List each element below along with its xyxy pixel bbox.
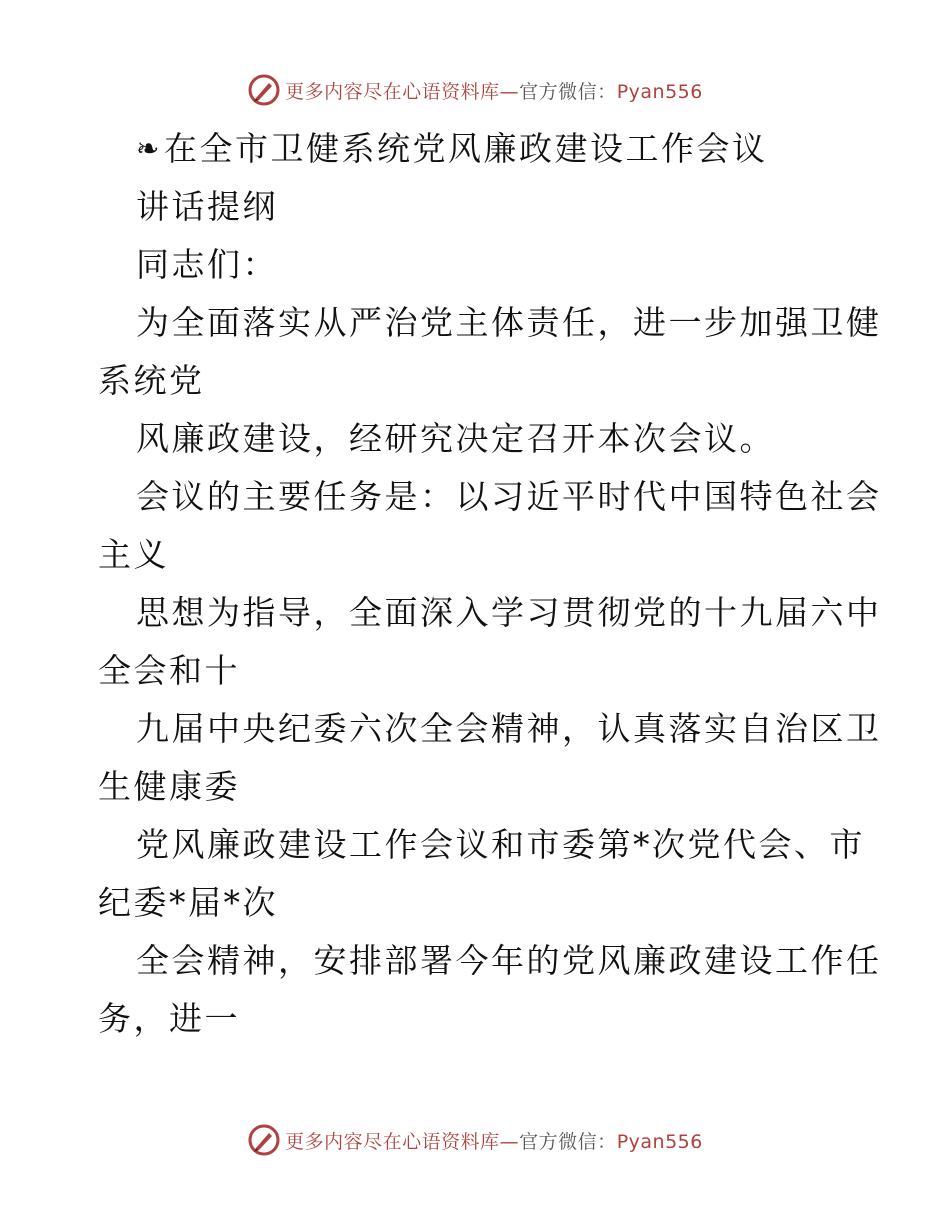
line-text: 主义	[98, 535, 169, 574]
flourish-icon: ❧	[136, 132, 162, 165]
line-text: 风廉政建设，经研究决定召开本次会议。	[136, 419, 775, 458]
text-line	[98, 758, 858, 816]
line-text: 讲话提纲	[136, 187, 278, 226]
banner-wechat-label: 官方微信：	[519, 1130, 617, 1153]
line-text: 同志们：	[136, 245, 278, 284]
text-line	[98, 816, 865, 874]
text-line	[98, 584, 882, 642]
text-line	[98, 352, 858, 410]
text-line	[98, 700, 882, 758]
text-line	[98, 294, 882, 352]
banner-dash: —	[499, 80, 520, 103]
banner-text	[285, 77, 703, 104]
text-line	[98, 468, 882, 526]
text-line	[98, 990, 858, 1048]
line-text: 九届中央纪委六次全会精神，认真落实自治区卫	[136, 709, 882, 748]
document-body	[98, 120, 882, 1048]
banner-text	[285, 1127, 703, 1154]
line-text: 全会精神，安排部署今年的党风廉政建设工作任	[136, 941, 882, 980]
banner-wechat-id: Pyan556	[616, 1130, 703, 1153]
text-line	[98, 178, 858, 236]
line-text: 会议的主要任务是：以习近平时代中国特色社会	[136, 477, 882, 516]
banner-main-text: 更多内容尽在心语资料库	[285, 80, 500, 103]
line-text: 务，进一	[98, 999, 240, 1038]
banner-wechat-label: 官方微信：	[519, 80, 617, 103]
text-line	[98, 642, 858, 700]
text-line	[98, 236, 858, 294]
footer-banner	[0, 1120, 950, 1160]
line-text: 纪委*届*次	[98, 883, 278, 922]
line-text: 为全面落实从严治党主体责任，进一步加强卫健	[136, 303, 882, 342]
pen-logo-icon	[247, 1123, 281, 1157]
line-text: 全会和十	[98, 651, 240, 690]
text-line	[98, 526, 858, 584]
line-text: 生健康委	[98, 767, 240, 806]
banner-main-text: 更多内容尽在心语资料库	[285, 1130, 500, 1153]
line-text: 在全市卫健系统党风廉政建设工作会议	[163, 129, 768, 168]
document-title-line	[98, 120, 858, 178]
banner-dash: —	[499, 1130, 520, 1153]
text-line	[98, 932, 882, 990]
line-text: 党风廉政建设工作会议和市委第*次党代会、市	[136, 825, 865, 864]
line-text: 思想为指导，全面深入学习贯彻党的十九届六中	[136, 593, 882, 632]
pen-logo-icon	[247, 73, 281, 107]
line-text: 系统党	[98, 361, 205, 400]
text-line	[98, 874, 858, 932]
banner-wechat-id: Pyan556	[616, 80, 703, 103]
text-line	[98, 410, 858, 468]
header-banner	[0, 70, 950, 110]
